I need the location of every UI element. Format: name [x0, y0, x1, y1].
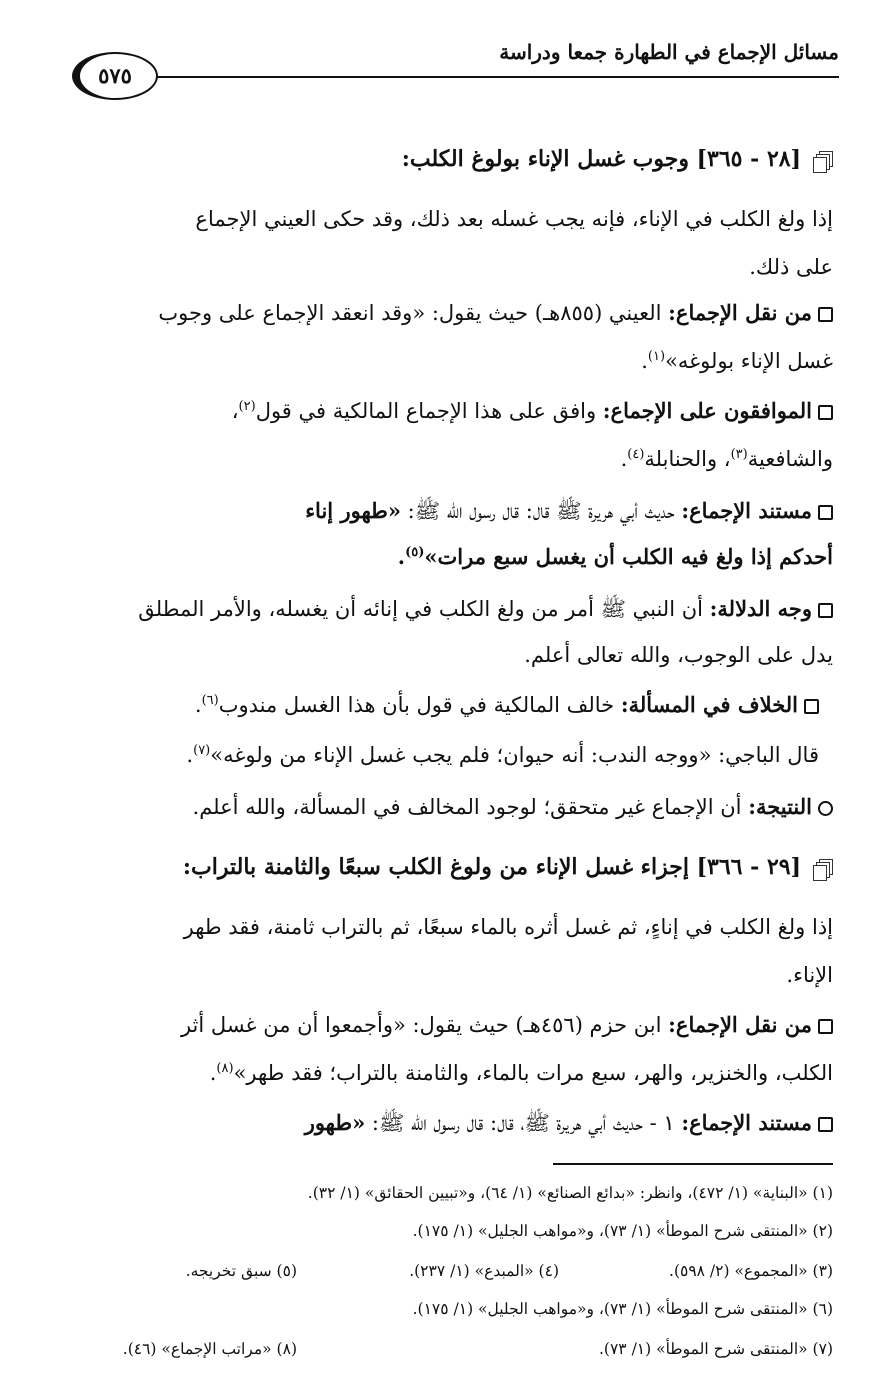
paragraph-text: غسل الإناء بولوغه»: [665, 349, 833, 373]
transmitters-line: [66, 296, 833, 330]
section-label: الموافقون على الإجماع:: [602, 398, 812, 423]
hadith-text: «طهور: [304, 1110, 366, 1135]
footnote-ref: (٤): [627, 447, 645, 462]
paragraph-text: حديث أبي هريرة ﷺ قال: قال رسول الله ﷺ:: [400, 499, 682, 523]
footnote-ref: (٥): [405, 545, 425, 560]
transmitters-line: [66, 1008, 833, 1042]
square-bullet-icon: [818, 603, 833, 618]
square-bullet-icon: [818, 405, 833, 420]
square-bullet-icon: [818, 505, 833, 520]
paragraph-text: وافق على هذا الإجماع المالكية في قول: [255, 399, 603, 423]
square-bullet-icon: [818, 307, 833, 322]
square-bullet-icon: [804, 699, 819, 714]
evidence-line: [66, 1106, 833, 1140]
paragraph-text: خالف المالكية في قول بأن هذا الغسل مندوب: [218, 693, 621, 717]
square-bullet-icon: [818, 1117, 833, 1132]
footnote-ref: (٣): [730, 447, 748, 462]
page-number-badge: [72, 52, 162, 104]
footnote-8: (٨) «مراتب الإجماع» (٤٦).: [122, 1340, 297, 1358]
circle-bullet-icon: [818, 801, 833, 816]
paragraph-line: [66, 738, 819, 772]
paragraph-line: إذا ولغ الكلب في الإناء، فإنه يجب غسله بعد ذلك، وقد حكى العيني الإجماع: [195, 207, 833, 231]
period: .: [194, 693, 202, 717]
documents-icon: [815, 859, 833, 877]
issue-heading-28-text: [٢٨ - ٣٦٥] وجوب غسل الإناء بولوغ الكلب:: [401, 146, 801, 172]
footnote-7: (٧) «المنتقى شرح الموطأ» (١/ ٧٣).: [599, 1340, 833, 1358]
footnote-separator: [553, 1163, 833, 1165]
agreeing-line: [66, 394, 833, 428]
paragraph-text: قال الباجي: «ووجه الندب: أنه حيوان؛ فلم يجب غسل الإناء من ولوغه»: [210, 743, 819, 767]
paragraph-line: على ذلك.: [749, 255, 833, 279]
evidence-line: [66, 494, 833, 528]
section-label: الخلاف في المسألة:: [620, 692, 798, 717]
hadith-text: «طهور إناء: [305, 498, 401, 523]
paragraph-line: [66, 344, 833, 378]
footnote-ref: (٢): [238, 399, 256, 414]
section-label: مستند الإجماع:: [681, 498, 812, 523]
square-bullet-icon: [818, 1019, 833, 1034]
header-rule: [150, 76, 839, 78]
running-header-title: مسائل الإجماع في الطهارة جمعا ودراسة: [499, 40, 839, 64]
inference-line: [66, 592, 833, 626]
period: .: [397, 544, 406, 569]
paragraph-text: أن النبي ﷺ أمر من ولغ الكلب في إنائه أن يغسله، والأمر المطلق: [138, 597, 710, 621]
footnote-3: (٣) «المجموع» (٢/ ٥٩٨).: [669, 1262, 833, 1280]
issue-heading-29: [66, 850, 833, 884]
documents-icon: [815, 151, 833, 169]
result-line: [66, 790, 833, 824]
section-label: من نقل الإجماع:: [668, 1012, 812, 1037]
footnote-5: (٥) سبق تخريجه.: [185, 1262, 297, 1280]
issue-heading-28: [66, 142, 833, 176]
period: .: [186, 743, 194, 767]
hadith-line: [66, 540, 833, 574]
paragraph-line: الإناء.: [786, 963, 833, 987]
footnote-ref: (٧): [193, 743, 211, 758]
paragraph-line: يدل على الوجوب، والله تعالى أعلم.: [524, 643, 833, 667]
footnote-ref: (٨): [216, 1061, 234, 1076]
paragraph-line: [66, 442, 833, 476]
section-label: وجه الدلالة:: [709, 596, 812, 621]
paragraph-text: ابن حزم (٤٥٦هـ) حيث يقول: «وأجمعوا أن من غسل أثر: [180, 1013, 669, 1037]
footnote-6: (٦) «المنتقى شرح الموطأ» (١/ ٧٣)، و«مواهب الجليل» (١/ ١٧٥).: [412, 1300, 833, 1318]
footnote-4: (٤) «المبدع» (١/ ٢٣٧).: [409, 1262, 559, 1280]
period: .: [209, 1061, 217, 1085]
dispute-line: [66, 688, 819, 722]
paragraph-text: العيني (٨٥٥هـ) حيث يقول: «وقد انعقد الإجماع على وجوب: [158, 301, 669, 325]
section-label: مستند الإجماع:: [681, 1110, 812, 1135]
paragraph-text: والشافعية: [747, 447, 833, 471]
paragraph-text: ، والحنابلة: [644, 447, 731, 471]
paragraph-text: ١ - حديث أبي هريرة ﷺ، قال: قال رسول الله ﷺ:: [365, 1111, 682, 1135]
paragraph-text: أن الإجماع غير متحقق؛ لوجود المخالف في المسألة، والله أعلم.: [192, 795, 749, 819]
period: .: [641, 349, 648, 373]
footnote-1: (١) «البناية» (١/ ٤٧٢)، وانظر: «بدائع الصنائع» (١/ ٦٤)، و«تبيين الحقائق» (١/ ٣٢).: [307, 1184, 833, 1202]
section-label: من نقل الإجماع:: [668, 300, 812, 325]
issue-heading-29-text: [٢٩ - ٣٦٦] إجزاء غسل الإناء من ولوغ الكلب سبعًا والثامنة بالتراب:: [182, 854, 801, 880]
page-number: ٥٧٥: [98, 63, 132, 88]
paragraph-line: [66, 1056, 833, 1090]
paragraph-text: الكلب، والخنزير، والهر، سبع مرات بالماء، والثامنة بالتراب؛ فقد طهر»: [233, 1061, 833, 1085]
comma: ،: [231, 399, 239, 423]
paragraph-line: إذا ولغ الكلب في إناءٍ، ثم غسل أثره بالماء سبعًا، ثم بالتراب ثامنة، فقد طهر: [183, 915, 833, 939]
footnote-ref: (١): [647, 349, 666, 364]
footnote-ref: (٦): [201, 693, 219, 708]
hadith-text: أحدكم إذا ولغ فيه الكلب أن يغسل سبع مرات»: [424, 544, 833, 569]
period: .: [620, 447, 628, 471]
footnote-2: (٢) «المنتقى شرح الموطأ» (١/ ٧٣)، و«مواهب الجليل» (١/ ١٧٥).: [412, 1222, 833, 1240]
section-label: النتيجة:: [748, 794, 812, 819]
